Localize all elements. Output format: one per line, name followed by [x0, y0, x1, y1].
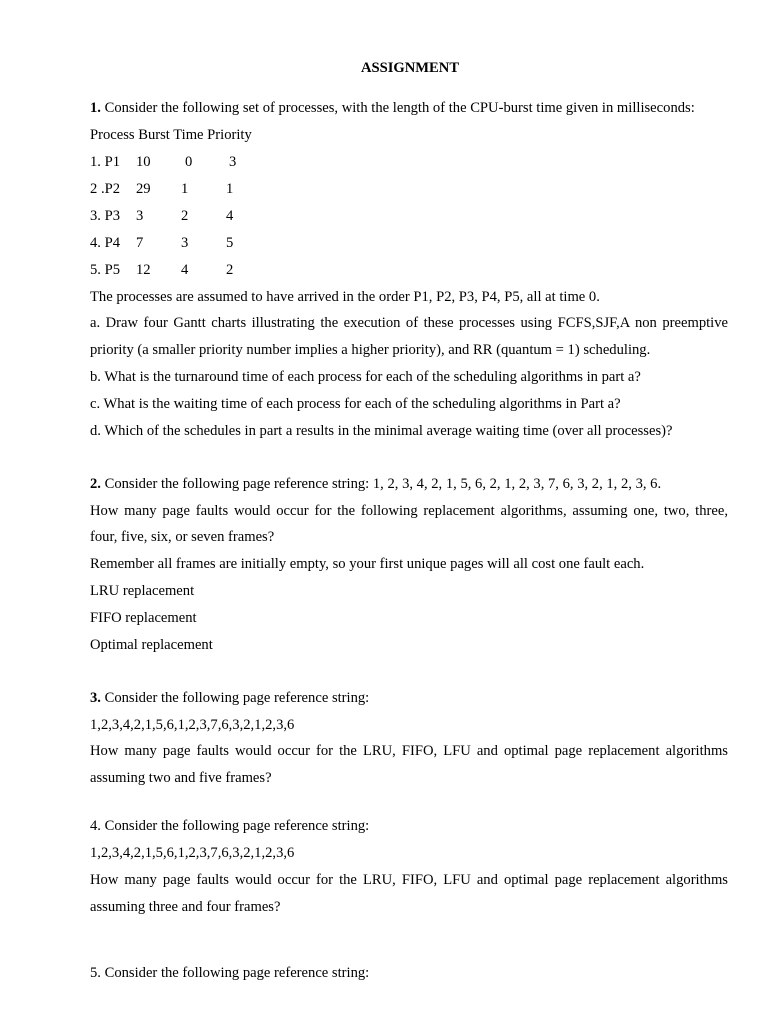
q2-line4: Remember all frames are initially empty, so your first unique pages will all cost one fault each.: [90, 556, 645, 572]
process-label: 3. P3: [90, 208, 121, 224]
q1-intro: [90, 99, 695, 117]
burst-time: 12: [136, 262, 151, 278]
q2-line2: How many page faults would occur for the following replacement algorithms, assuming one, two, three,: [90, 503, 728, 519]
priority-value: 3: [229, 154, 237, 170]
q2-algorithm-fifo: FIFO replacement: [90, 610, 197, 626]
q2-intro: [90, 475, 661, 493]
q3-intro: [90, 689, 369, 707]
q2-number: 2.: [90, 476, 101, 492]
burst-time: 7: [136, 235, 144, 251]
q4-line4: assuming three and four frames?: [90, 899, 281, 915]
q1-part-a-line1: a. Draw four Gantt charts illustrating the execution of these processes using FCFS,SJF,A non preemptive: [90, 315, 728, 331]
arrival-time: 2: [181, 208, 189, 224]
q3-line4: assuming two and five frames?: [90, 770, 272, 786]
q1-table-row: [90, 261, 290, 279]
q1-part-d: d. Which of the schedules in part a results in the minimal average waiting time (over all processes)?: [90, 423, 673, 439]
q3-number: 3.: [90, 690, 101, 706]
arrival-time: 1: [181, 181, 189, 197]
process-label: 1. P1: [90, 154, 121, 170]
priority-value: 1: [226, 181, 234, 197]
priority-value: 4: [226, 208, 234, 224]
q1-number: 1.: [90, 100, 101, 116]
arrival-time: 3: [181, 235, 189, 251]
q1-table-header: Process Burst Time Priority: [90, 127, 252, 143]
q2-algorithm-optimal: Optimal replacement: [90, 637, 213, 653]
priority-value: 2: [226, 262, 234, 278]
q2-algorithm-lru: LRU replacement: [90, 583, 195, 599]
arrival-time: 0: [185, 154, 193, 170]
q2-line3: four, five, six, or seven frames?: [90, 529, 275, 545]
q4-line3: How many page faults would occur for the LRU, FIFO, LFU and optimal page replacement algorithms: [90, 872, 728, 888]
priority-value: 5: [226, 235, 234, 251]
q1-part-a-line2: priority (a smaller priority number implies a higher priority), and RR (quantum = 1) scheduling.: [90, 342, 651, 358]
q1-table-row: [90, 234, 290, 252]
q1-table-row: [90, 207, 290, 225]
q1-intro-text: Consider the following set of processes, with the length of the CPU-burst time given in milliseconds:: [104, 100, 695, 116]
q2-intro-text: Consider the following page reference string: 1, 2, 3, 4, 2, 1, 5, 6, 2, 1, 2, 3, 7, 6, 3, 2, 1, 2, 3, 6.: [104, 476, 662, 492]
process-label: 2 .P2: [90, 181, 121, 197]
document-title: ASSIGNMENT: [360, 60, 460, 76]
q4-intro: 4. Consider the following page reference string:: [90, 818, 370, 834]
q1-part-c: c. What is the waiting time of each process for each of the scheduling algorithms in Part a?: [90, 396, 621, 412]
q3-reference-string: 1,2,3,4,2,1,5,6,1,2,3,7,6,3,2,1,2,3,6: [90, 717, 295, 733]
burst-time: 10: [136, 154, 151, 170]
q5-intro: 5. Consider the following page reference string:: [90, 965, 370, 981]
arrival-time: 4: [181, 262, 189, 278]
q3-line3: How many page faults would occur for the LRU, FIFO, LFU and optimal page replacement algorithms: [90, 743, 728, 759]
q3-intro-text: Consider the following page reference string:: [104, 690, 370, 706]
q1-part-b: b. What is the turnaround time of each process for each of the scheduling algorithms in part a?: [90, 369, 641, 385]
process-label: 5. P5: [90, 262, 121, 278]
q1-table-row: [90, 180, 290, 198]
q4-reference-string: 1,2,3,4,2,1,5,6,1,2,3,7,6,3,2,1,2,3,6: [90, 845, 295, 861]
q1-arrival-note: The processes are assumed to have arrived in the order P1, P2, P3, P4, P5, all at time 0.: [90, 289, 600, 305]
burst-time: 3: [136, 208, 144, 224]
burst-time: 29: [136, 181, 151, 197]
process-label: 4. P4: [90, 235, 121, 251]
q1-table-row: [90, 153, 290, 171]
